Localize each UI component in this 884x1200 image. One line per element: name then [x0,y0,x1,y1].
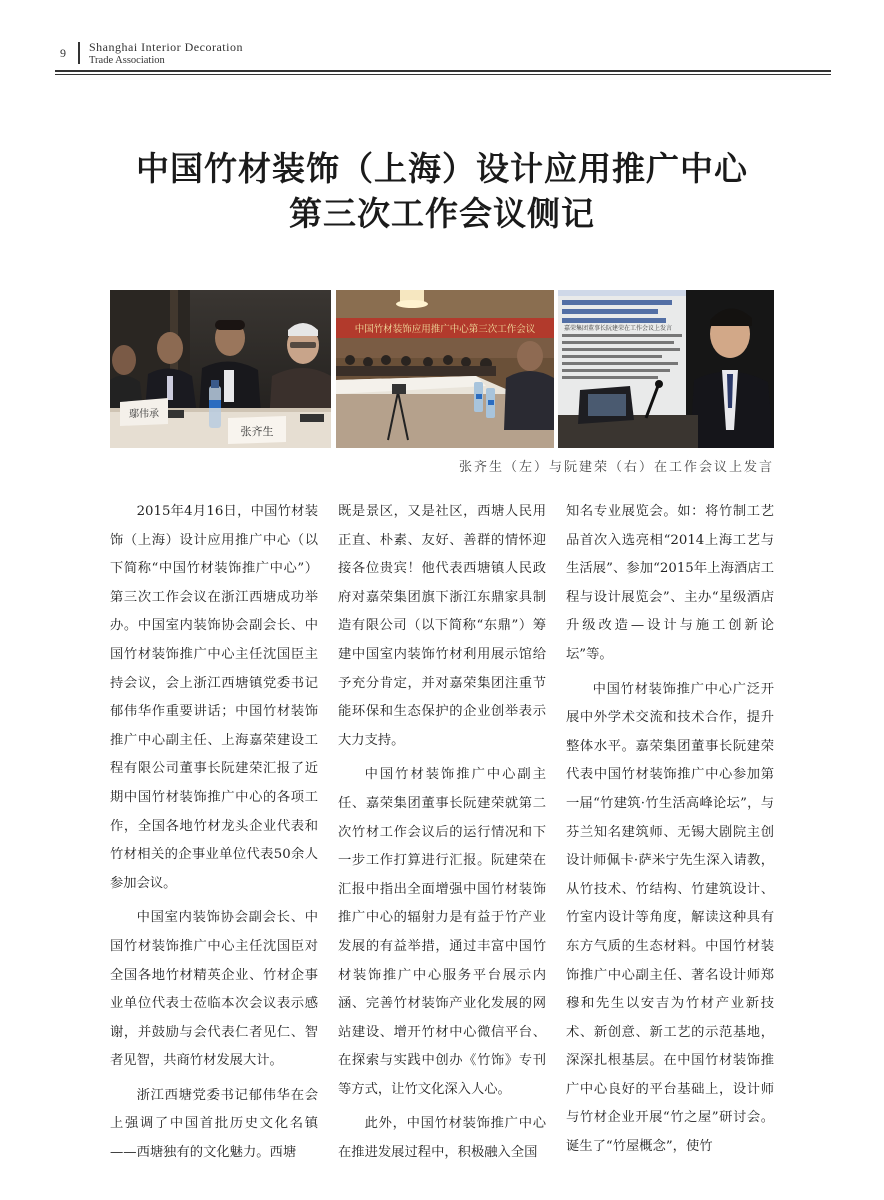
paragraph: 中国竹材装饰推广中心副主任、嘉荣集团董事长阮建荣就第二次竹材工作会议后的运行情况和下一步工作打算进行汇报。阮建荣在汇报中指出全面增强中国竹材装饰推广中心的辐射力是有益于竹产业发展的有益举措，通过丰富中国竹材装饰推广中心服务平台展示内涵、完善竹材装饰产业化发展的网站建设、增开竹材中心微信平台、在探索与实践中创办《竹饰》专刊等方式，让竹文化深入人心。 [338,767,546,1097]
photo-speaker-presenting [558,290,774,448]
article-column-3 [566,498,774,1168]
nameplate-left: 鄢伟承 [129,409,159,420]
page-header [0,0,884,80]
meeting-banner-text: 中国竹材装饰应用推广中心第三次工作会议 [354,324,536,335]
paragraph: 2015年4月16日，中国竹材装饰（上海）设计应用推广中心（以下简称“中国竹材装饰推广中心”）第三次工作会议在浙江西塘成功举办。中国室内装饰协会副会长、中国竹材装饰推广中心主任沈国臣主持会议，会上浙江西塘镇党委书记郁伟华作重要讲话；中国竹材装饰推广中心副主任、上海嘉荣建设工程有限公司董事长阮建荣汇报了近期中国竹材装饰推广中心的各项工作，全国各地竹材龙头企业代表和竹材相关的企事业单位代表50余人参加会议。 [110,504,318,891]
paragraph: 浙江西塘党委书记郁伟华在会上强调了中国首批历史文化名镇——西塘独有的文化魅力。西塘 [110,1087,318,1161]
nameplate-right: 张齐生 [240,425,274,438]
screen-slide-text: 嘉荣集团董事长阮建荣在工作会议上发言 [564,325,673,332]
article-title-line1: 中国竹材装饰（上海）设计应用推广中心 [136,149,748,188]
header-rule-thin [55,74,831,75]
photo-officials-at-table [110,290,331,448]
article-title-line2: 第三次工作会议侧记 [289,194,595,233]
paragraph: 中国室内装饰协会副会长、中国竹材装饰推广中心主任沈国臣对全国各地竹材精英企业、竹材企事业单位代表士莅临本次会议表示感谢，并鼓励与会代表仁者见仁、智者见智，共商竹材发展大计。 [110,910,318,1069]
article-column-2 [338,498,546,1174]
paragraph: 既是景区，又是社区，西塘人民用正直、朴素、友好、善群的情怀迎接各位贵宾！他代表西塘镇人民政府对嘉荣集团旗下浙江东鼎家具制造有限公司（以下简称“东鼎”）筹建中国室内装饰竹材利用展示馆给予充分肯定，并对嘉荣集团注重节能环保和生态保护的企业创举表示大力支持。 [338,504,546,748]
photo-caption: 张齐生（左）与阮建荣（右）在工作会议上发言 [458,460,774,475]
paragraph: 此外，中国竹材装饰推广中心在推进发展过程中，积极融入全国 [338,1116,546,1161]
association-name-line2: Trade Association [89,55,165,66]
article-column-1 [110,498,318,1174]
header-divider [78,42,80,64]
paragraph: 知名专业展览会。如：将竹制工艺品首次入选亮相“2014上海工艺与生活展”、参加“2015年上海酒店工程与设计展览会”、主办“星级酒店升级改造—设计与施工创新论坛”等。 [566,504,774,662]
header-rule-thick [55,70,831,72]
paragraph: 中国竹材装饰推广中心广泛开展中外学术交流和技术合作，提升整体水平。嘉荣集团董事长阮建荣代表中国竹材装饰推广中心参加第一届“竹建筑·竹生活高峰论坛”，与芬兰知名建筑师、无锡大剧院主创设计师佩卡·萨米宁先生深入请教，从竹技术、竹结构、竹建筑设计、竹室内设计等角度，解读这种具有东方气质的生态材料。中国竹材装饰推广中心副主任、著名设计师郑穆和先生以安吉为竹材产业新技术、新创意、新工艺的示范基地，深深扎根基层。在中国竹材装饰推广中心良好的平台基础上，设计师与竹材企业开展“竹之屋”研讨会。诞生了“竹屋概念”，使竹 [566,681,774,1155]
page-number: 9 [60,46,66,60]
association-name-line1: Shanghai Interior Decoration [89,40,243,54]
photo-conference-room [336,290,554,448]
